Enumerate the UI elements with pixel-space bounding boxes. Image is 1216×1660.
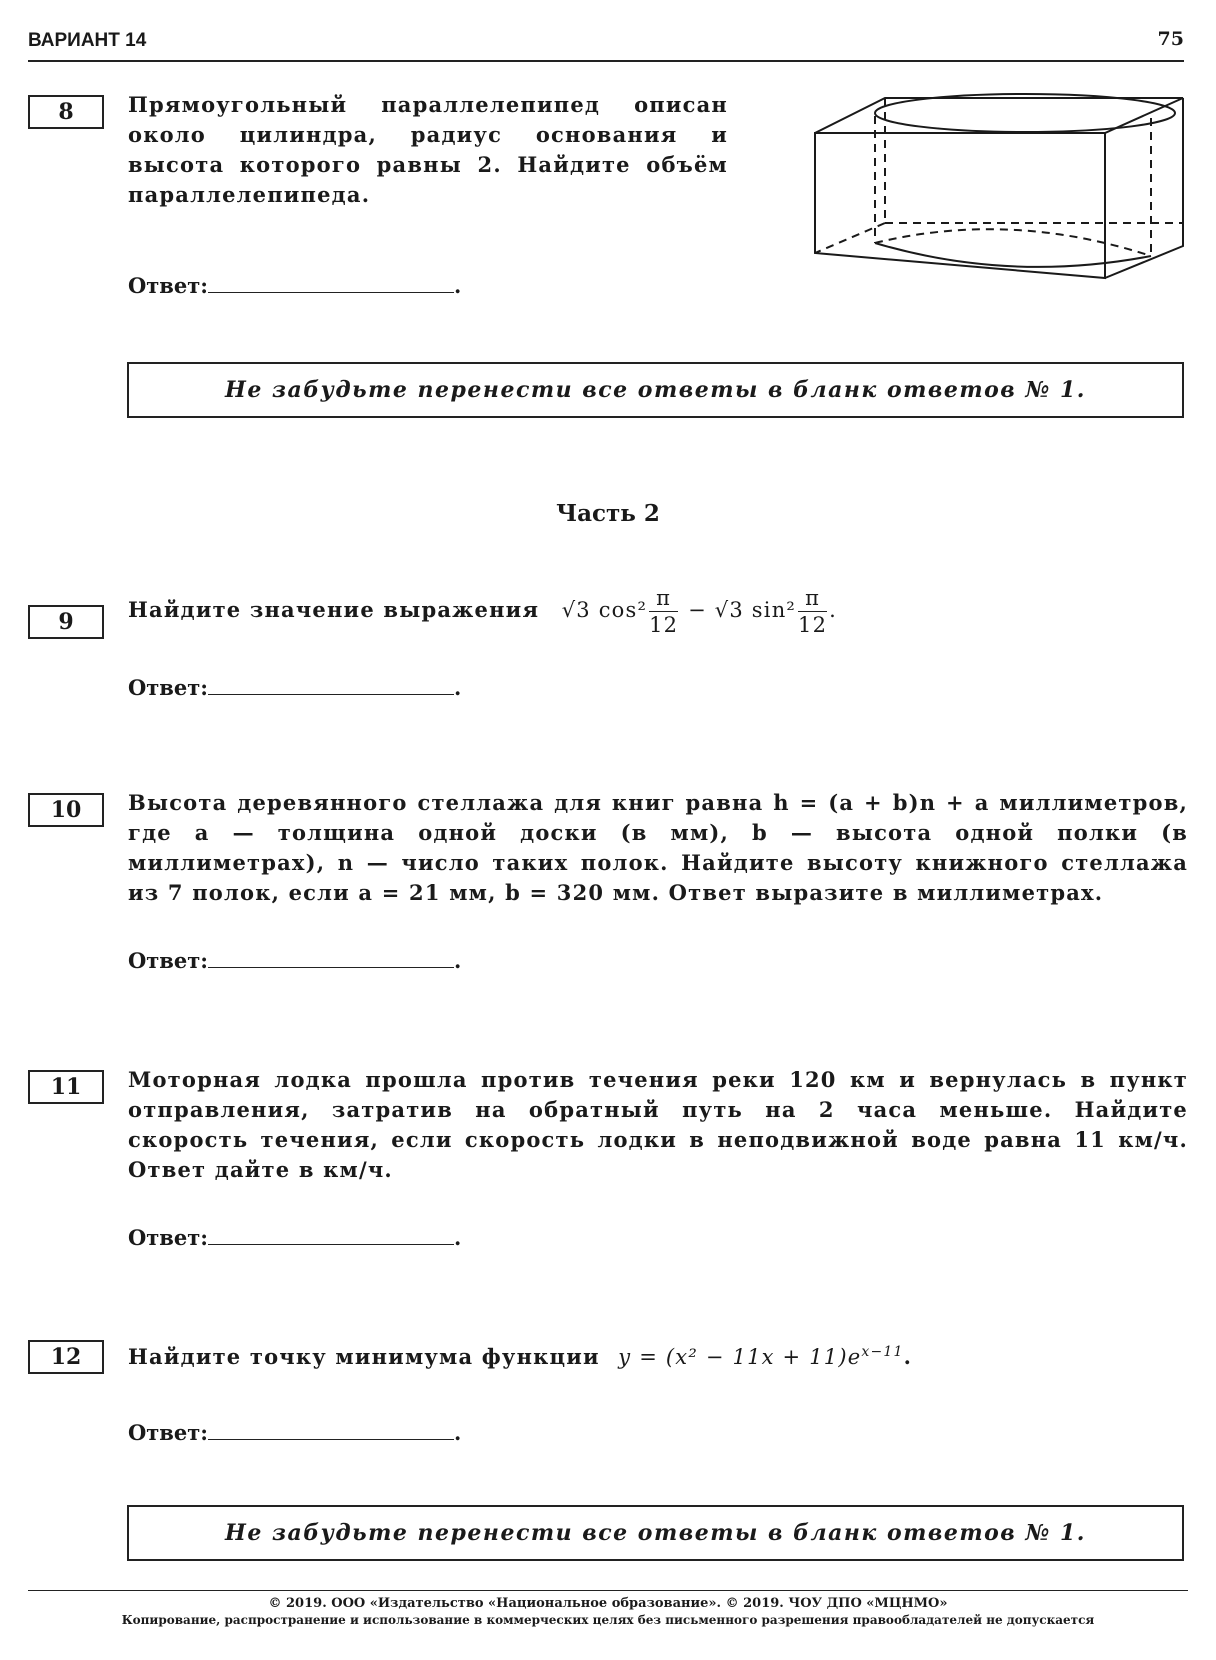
page-number: 75 — [1157, 28, 1184, 50]
copyright-line: © 2019. ООО «Издательство «Национальное образование». © 2019. ЧОУ ДПО «МЦНМО» — [268, 1596, 948, 1611]
task-number: 9 — [28, 605, 104, 639]
task-number: 8 — [28, 95, 104, 129]
denominator: 12 — [798, 613, 828, 637]
formula-base: y = (x² − 11x + 11)e — [618, 1345, 862, 1369]
parallelepiped-cylinder-figure — [805, 88, 1195, 288]
task-text: Прямоугольный параллелепипед описан около цилиндра, радиус основания и высота которого равны 2. Найдите объём параллелепипеда. — [128, 92, 728, 207]
reminder-box: Не забудьте перенести все ответы в бланк ответов № 1. — [127, 1505, 1184, 1561]
page-header — [28, 28, 1184, 62]
task-prompt: Найдите точку минимума функции — [128, 1344, 600, 1369]
task-text: Высота деревянного стеллажа для книг равна h = (a + b)n + a миллиметров, где a — толщина одной доски (в мм), b — высота одной полки (в миллиметрах), n — число таких полок. Найдите высоту книжного стеллажа из 7 полок, если a = 21 мм, b = 320 мм. Ответ выразите в миллиметрах. — [128, 790, 1188, 905]
function-formula — [618, 1345, 903, 1369]
answer-line[interactable] — [208, 1421, 454, 1440]
term-2: √3 sin² — [714, 598, 797, 622]
denominator: 12 — [649, 613, 679, 637]
page-footer — [28, 1590, 1188, 1629]
numerator: π — [649, 585, 678, 612]
answer-label: Ответ: — [128, 948, 209, 973]
task-number: 11 — [28, 1070, 104, 1104]
answer-label: Ответ: — [128, 1225, 209, 1250]
copyright-notice: Копирование, распространение и использование в коммерческих целях без письменного разрешения правообладателей не допускается — [121, 1613, 1095, 1627]
answer-line[interactable] — [208, 1226, 454, 1245]
answer-field[interactable] — [128, 1420, 461, 1445]
task-11 — [28, 1067, 1188, 1260]
part-title: Часть 2 — [556, 500, 660, 527]
variant-label: ВАРИАНТ 14 — [28, 30, 147, 51]
answer-line[interactable] — [208, 274, 454, 293]
answer-label: Ответ: — [128, 1420, 209, 1445]
answer-field[interactable] — [128, 1225, 461, 1250]
answer-field[interactable] — [128, 948, 461, 973]
answer-end: . — [454, 273, 462, 298]
answer-label: Ответ: — [128, 675, 209, 700]
answer-line[interactable] — [208, 949, 454, 968]
answer-end: . — [454, 675, 462, 700]
answer-end: . — [454, 948, 462, 973]
task-text: Моторная лодка прошла против течения реки 120 км и вернулась в пункт отправления, затратив на обратный путь на 2 часа меньше. Найдите скорость течения, если скорость лодки в неподвижной воде равна 11 км/ч. Ответ дайте в км/ч. — [128, 1067, 1188, 1182]
fraction-1 — [649, 585, 678, 638]
minus-sign: − — [680, 598, 715, 622]
expression — [561, 586, 838, 637]
task-text — [128, 585, 1028, 638]
task-prompt: Найдите значение выражения — [128, 597, 540, 622]
answer-end: . — [454, 1420, 462, 1445]
answer-field[interactable] — [128, 675, 461, 700]
task-10 — [28, 790, 1188, 983]
task-number: 12 — [28, 1340, 104, 1374]
task-12 — [28, 1340, 1188, 1450]
task-text — [128, 1337, 1128, 1372]
answer-label: Ответ: — [128, 273, 209, 298]
task-9 — [28, 586, 1188, 715]
term-1: √3 cos² — [561, 598, 648, 622]
expression-end: . — [829, 598, 838, 622]
task-number: 10 — [28, 793, 104, 827]
formula-end: . — [903, 1344, 913, 1369]
answer-line[interactable] — [208, 676, 454, 695]
answer-end: . — [454, 1225, 462, 1250]
fraction-2 — [798, 585, 827, 638]
formula-exponent: x−11 — [861, 1344, 904, 1360]
reminder-box: Не забудьте перенести все ответы в бланк ответов № 1. — [127, 362, 1184, 418]
numerator: π — [798, 585, 827, 612]
answer-field[interactable] — [128, 273, 461, 298]
